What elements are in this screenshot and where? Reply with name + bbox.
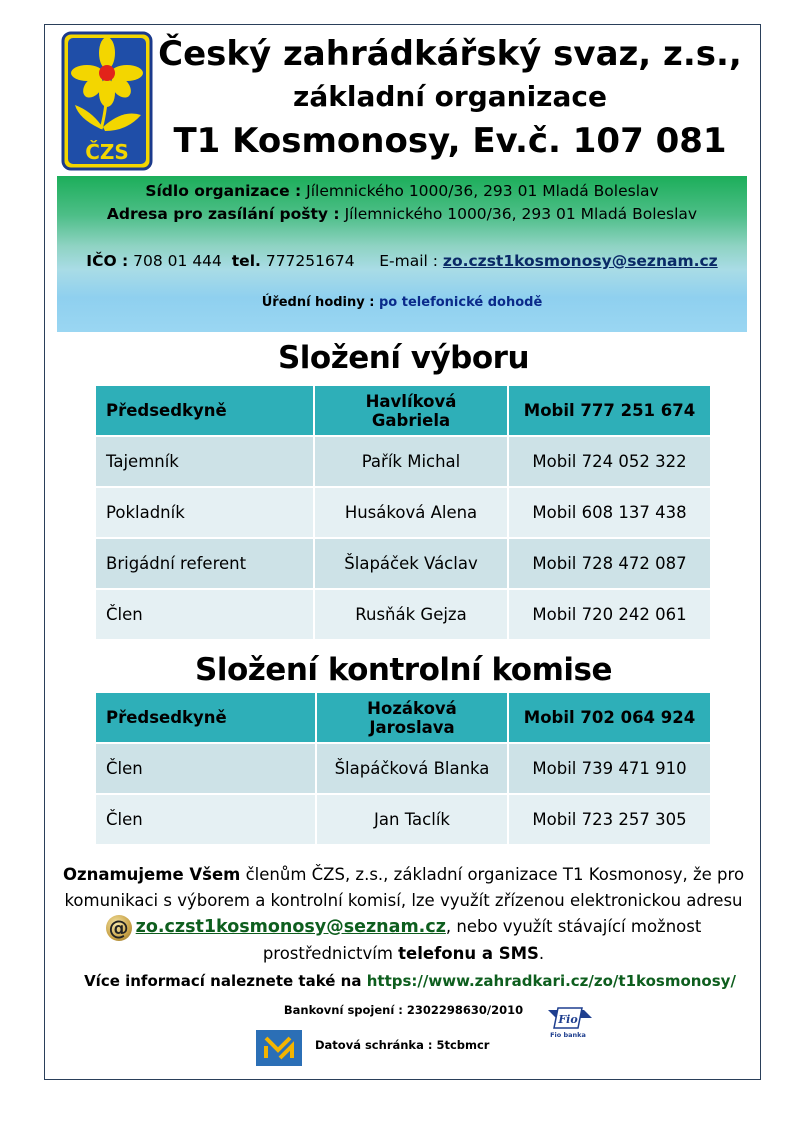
datova-schranka-icon <box>256 1030 302 1066</box>
logo-text: ČZS <box>85 140 129 164</box>
committee-table <box>96 386 712 641</box>
cell-phone: Mobil 608 137 438 <box>509 488 712 539</box>
czs-flower-logo <box>61 31 153 171</box>
notice-email-link[interactable]: zo.czst1kosmonosy@seznam.cz <box>135 917 446 937</box>
ico-label: IČO : <box>86 252 129 270</box>
cell-phone: Mobil 723 257 305 <box>509 795 712 846</box>
title-line-3: T1 Kosmonosy, Ev.č. 107 081 <box>173 121 727 161</box>
table-row <box>96 744 712 795</box>
cell-name: Jan Taclík <box>317 795 509 846</box>
cell-role: Pokladník <box>96 488 315 539</box>
cell-name: Pařík Michal <box>315 437 509 488</box>
table-row <box>96 437 712 488</box>
cell-role: Tajemník <box>96 437 315 488</box>
notice-text-1: členům ČZS, z.s., základní organizace T1 Kosmonosy, že pro komunikaci s výborem a kontrolní komisí, lze využít zřízenou elektronickou adresu <box>64 865 745 910</box>
hours-label: Úřední hodiny : <box>261 295 375 310</box>
email-at-icon: @ <box>106 915 132 941</box>
cell-phone: Mobil 724 052 322 <box>509 437 712 488</box>
cell-phone: Mobil 702 064 924 <box>509 693 712 744</box>
cell-phone: Mobil 720 242 061 <box>509 590 712 641</box>
fio-bank-logo <box>544 1004 596 1040</box>
fio-logo-text: Fio <box>558 1013 578 1026</box>
notice-text-2: , nebo využít stávající možnost prostřednictvím <box>262 917 702 963</box>
tel-label: tel. <box>231 252 261 270</box>
office-hours-line <box>57 295 747 310</box>
cell-phone: Mobil 739 471 910 <box>509 744 712 795</box>
cell-role: Člen <box>96 795 317 846</box>
control-commission-table <box>96 693 712 846</box>
website-link[interactable]: https://www.zahradkari.cz/zo/t1kosmonosy/ <box>366 972 736 990</box>
fio-caption: Fio banka <box>550 1031 586 1039</box>
table-row <box>96 488 712 539</box>
seat-value: Jílemnického 1000/36, 293 01 Mladá Boleslav <box>306 182 659 200</box>
cell-role: Brigádní referent <box>96 539 315 590</box>
table-row <box>96 539 712 590</box>
bank-account: Bankovní spojení : 2302298630/2010 <box>283 1003 524 1017</box>
table-header-row <box>96 386 712 437</box>
cell-role: Předsedkyně <box>96 693 317 744</box>
mail-label: Adresa pro zasílání pošty : <box>106 205 340 223</box>
notice-paragraph <box>50 862 757 967</box>
cell-name: Havlíková Gabriela <box>315 386 509 437</box>
table-row <box>96 590 712 641</box>
contact-info-box <box>57 176 747 332</box>
cell-name: Hozáková Jaroslava <box>317 693 509 744</box>
ico-value: 708 01 444 <box>133 252 222 270</box>
hours-value: po telefonické dohodě <box>379 295 543 310</box>
seat-line <box>57 182 747 200</box>
control-commission-heading: Složení kontrolní komise <box>195 652 612 688</box>
tel-value: 777251674 <box>265 252 355 270</box>
cell-name: Šlapáček Václav <box>315 539 509 590</box>
seat-label: Sídlo organizace : <box>145 182 302 200</box>
cell-role: Člen <box>96 744 317 795</box>
ico-tel-email-line <box>57 252 747 270</box>
cell-phone: Mobil 728 472 087 <box>509 539 712 590</box>
cell-name: Husáková Alena <box>315 488 509 539</box>
title-line-2: základní organizace <box>293 80 607 113</box>
cell-phone: Mobil 777 251 674 <box>509 386 712 437</box>
email-link[interactable]: zo.czst1kosmonosy@seznam.cz <box>442 252 718 270</box>
table-row <box>96 795 712 846</box>
title-line-1: Český zahrádkářský svaz, z.s., <box>158 34 742 74</box>
more-info-text: Více informací naleznete také na <box>84 972 362 990</box>
mail-value: Jílemnického 1000/36, 293 01 Mladá Boleslav <box>344 205 698 223</box>
email-label: E-mail : <box>379 252 438 270</box>
cell-role: Člen <box>96 590 315 641</box>
organization-title <box>150 32 750 164</box>
cell-role: Předsedkyně <box>96 386 315 437</box>
table-header-row <box>96 693 712 744</box>
more-info-line <box>50 972 770 990</box>
committee-heading: Složení výboru <box>277 340 530 376</box>
notice-end: . <box>538 943 545 963</box>
notice-bold: telefonu a SMS <box>398 943 539 963</box>
mail-address-line <box>57 205 747 223</box>
cell-name: Rusňák Gejza <box>315 590 509 641</box>
cell-name: Šlapáčková Blanka <box>317 744 509 795</box>
notice-lead: Oznamujeme Všem <box>62 865 241 884</box>
data-box-id: Datová schránka : 5tcbmcr <box>315 1038 490 1052</box>
